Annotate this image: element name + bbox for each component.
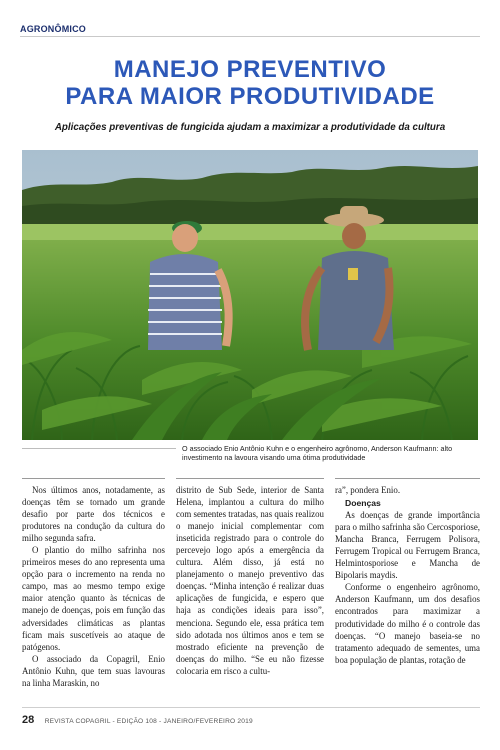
- page-number: 28: [22, 714, 35, 726]
- article-subtitle: Aplicações preventivas de fungicida ajudam a maximizar a produtividade da cultura: [54, 122, 446, 133]
- body-paragraph: As doenças de grande importância para o milho safrinha são Cercosporiose, Mancha Branca, Ferrugem Polisora, Ferrugem Tropical ou Ferrugem Branca, Helmintosporiose e Mancha de Bipolaris maydis.: [335, 510, 480, 581]
- article-column-2: [176, 484, 324, 677]
- cornfield-photo-illustration: [22, 150, 478, 440]
- body-paragraph: Nos últimos anos, notadamente, as doenças têm se tornado um grande desafio por parte dos técnicos e produtores na condução da cultura do milho segunda safra.: [22, 485, 165, 544]
- article-column-1: [22, 484, 165, 689]
- section-subheading: Doenças: [345, 498, 381, 509]
- cornfield-photo: [22, 150, 478, 440]
- section-divider: [20, 36, 480, 37]
- body-paragraph: O plantio do milho safrinha nos primeiros meses do ano representa uma opção para o incremento na renda no campo, mas ao mesmo tempo exige maior atenção quanto às técnicas de manejo de doenças, pois em função das adversidades climáticas as plantas ficam mais suscetíveis ao ataque de patógenos.: [22, 545, 165, 652]
- body-paragraph: Conforme o engenheiro agrônomo, Anderson Kaufmann, um dos desafios encontrados para maximizar a produtividade do milho é o controle das doenças. “O manejo baseia-se no tratamento adequado de sementes, uma boa população de plantas, rotação de: [335, 582, 480, 665]
- body-paragraph: distrito de Sub Sede, interior de Santa Helena, implantou a cultura do milho com sementes tratadas, nas quais realizou o manejo inicial complementar com inseticida registrado para o controle do percevejo logo após a emergência da cultura. Além disso, já está no planejamento o manejo preventivo das doenças. “Minha intenção é realizar duas aplicações de fungicida, e espero que haja as condições ideais para isso”, menciona. Segundo ele, essa prática tem sido adotada nos últimos anos e tem se mostrado eficiente na prevenção de doenças do milho. “Se eu não fizesse colocaria em risco a cultu-: [176, 485, 324, 676]
- caption-divider: [22, 448, 176, 449]
- article-title-line-2: PARA MAIOR PRODUTIVIDADE: [65, 83, 435, 110]
- body-paragraph: O associado da Copagril, Enio Antônio Kuhn, que tem suas lavouras na linha Maraskin, no: [22, 653, 165, 688]
- footer-divider: [22, 707, 480, 708]
- article-title-line-1: MANEJO PREVENTIVO: [113, 56, 387, 83]
- column-2-rule: [176, 478, 324, 479]
- photo-caption: O associado Enio Antônio Kuhn e o engenheiro agrônomo, Anderson Kaufmann: alto investimento na lavoura visando uma ótima produtividade: [182, 444, 453, 462]
- article-title: [0, 56, 500, 110]
- body-paragraph: ra”, pondera Enio.: [335, 485, 401, 495]
- article-column-3: [335, 484, 480, 666]
- page-footer: [22, 710, 253, 728]
- column-3-rule: [335, 478, 480, 479]
- section-label: AGRONÔMICO: [20, 24, 86, 34]
- column-1-rule: [22, 478, 165, 479]
- publication-info: REVISTA COPAGRIL - EDIÇÃO 108 - JANEIRO/FEVEREIRO 2019: [44, 718, 253, 725]
